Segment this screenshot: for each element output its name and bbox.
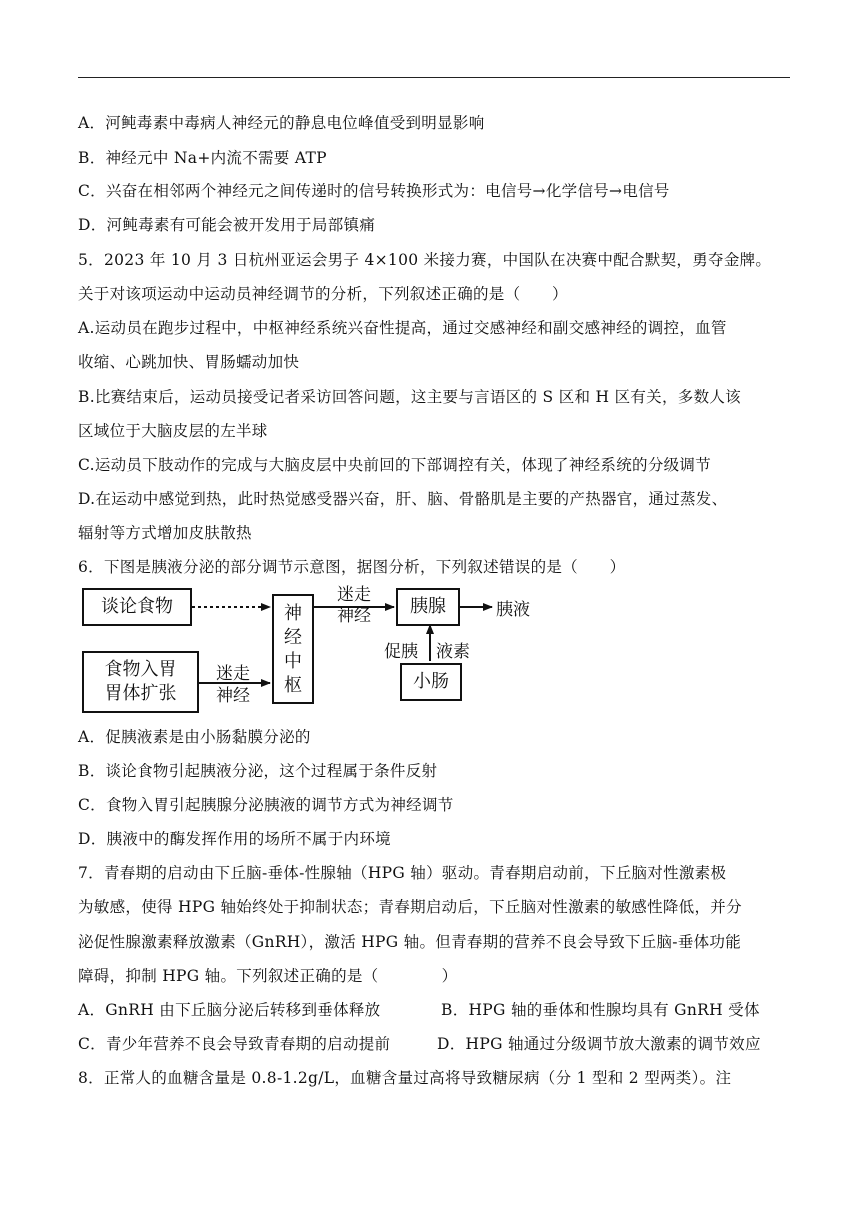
q4-option-c: C．兴奋在相邻两个神经元之间传递时的信号转换形式为：电信号→化学信号→电信号 <box>78 182 670 200</box>
q5-stem-line-1: 5．2023 年 10 月 3 日杭州亚运会男子 4×100 米接力赛，中国队在决赛中配合默契，勇夺金牌。 <box>78 251 772 269</box>
pancreatic-secretion-diagram <box>78 585 548 715</box>
nerve-center-char-1: 神 <box>284 603 302 624</box>
q6-option-b: B．谈论食物引起胰液分泌，这个过程属于条件反射 <box>78 762 438 780</box>
talk-food-box <box>82 588 192 626</box>
food-stomach-label-1: 食物入胃 <box>104 659 177 680</box>
talk-food-label: 谈论食物 <box>101 596 173 617</box>
q7-stem-line-1: 7．青春期的启动由下丘脑-垂体-性腺轴（HPG 轴）驱动。青春期启动前，下丘脑对性激素极 <box>78 864 727 882</box>
q5-option-b-line-1: B.比赛结束后，运动员接受记者采访回答问题，这主要与言语区的 S 区和 H 区有关，多数人该 <box>78 388 741 406</box>
q8-stem-line-1: 8．正常人的血糖含量是 0.8-1.2g/L，血糖含量过高将导致糖尿病（分 1 型和 2 型两类）。注 <box>78 1069 732 1087</box>
q5-option-c: C.运动员下肢动作的完成与大脑皮层中央前回的下部调控有关，体现了神经系统的分级调节 <box>78 456 712 474</box>
nerve-center-char-3: 中 <box>284 651 302 672</box>
q7-option-d: D．HPG 轴通过分级调节放大激素的调节效应 <box>437 1035 761 1053</box>
q7-option-a: A．GnRH 由下丘脑分泌后转移到垂体释放 <box>78 1001 381 1019</box>
vagus-upper-line-1: 迷走 <box>337 585 371 605</box>
q7-option-c: C．青少年营养不良会导致青春期的启动提前 <box>78 1035 391 1053</box>
q5-option-d-line-1: D.在运动中感觉到热，此时热觉感受器兴奋，肝、脑、骨骼肌是主要的产热器官，通过蒸发、 <box>78 490 728 508</box>
q6-stem: 6．下图是胰液分泌的部分调节示意图，据图分析，下列叙述错误的是（ ） <box>78 558 626 576</box>
small-intestine-box <box>400 663 462 701</box>
q4-option-b: B．神经元中 Na+内流不需要 ATP <box>78 149 327 167</box>
vagus-lower-line-1: 迷走 <box>216 664 250 684</box>
food-stomach-box <box>82 651 199 713</box>
vagus-upper-line-2: 神经 <box>337 606 371 626</box>
q5-option-a-line-2: 收缩、心跳加快、胃肠蠕动加快 <box>78 353 300 371</box>
food-stomach-label-2: 胃体扩张 <box>104 683 177 704</box>
nerve-center-char-2: 经 <box>284 627 302 648</box>
q6-option-c: C．食物入胃引起胰腺分泌胰液的调节方式为神经调节 <box>78 796 454 814</box>
q4-option-a: A．河鲀毒素中毒病人神经元的静息电位峰值受到明显影响 <box>78 114 485 132</box>
q5-option-b-line-2: 区域位于大脑皮层的左半球 <box>78 422 268 440</box>
vagus-label-lower <box>202 663 264 707</box>
pancreatic-juice-label: 胰液 <box>496 600 530 620</box>
pancreas-box <box>396 588 460 626</box>
small-intestine-label: 小肠 <box>413 671 449 692</box>
header-rule <box>78 77 790 78</box>
nerve-center-box <box>272 594 314 704</box>
vagus-label-upper <box>326 585 382 627</box>
pancreas-label: 胰腺 <box>410 596 446 617</box>
q7-option-b: B．HPG 轴的垂体和性腺均具有 GnRH 受体 <box>441 1001 760 1019</box>
q7-stem-line-2: 为敏感，使得 HPG 轴始终处于抑制状态；青春期启动后，下丘脑对性激素的敏感性降低，并分 <box>78 898 742 916</box>
vagus-lower-line-2: 神经 <box>216 686 250 706</box>
q5-stem-line-2: 关于对该项运动中运动员神经调节的分析，下列叙述正确的是（ ） <box>78 285 568 303</box>
q7-stem-line-4: 障碍，抑制 HPG 轴。下列叙述正确的是（ ） <box>78 967 458 985</box>
secretin-label-left: 促胰 <box>384 642 418 662</box>
nerve-center-char-4: 枢 <box>284 675 302 696</box>
q5-option-d-line-2: 辐射等方式增加皮肤散热 <box>78 524 252 542</box>
q6-option-a: A．促胰液素是由小肠黏膜分泌的 <box>78 728 311 746</box>
q5-option-a-line-1: A.运动员在跑步过程中，中枢神经系统兴奋性提高，通过交感神经和副交感神经的调控，血管 <box>78 319 727 337</box>
secretin-label-right: 液素 <box>436 642 470 662</box>
q4-option-d: D．河鲀毒素有可能会被开发用于局部镇痛 <box>78 216 376 234</box>
q6-option-d: D．胰液中的酶发挥作用的场所不属于内环境 <box>78 830 391 848</box>
q7-stem-line-3: 泌促性腺激素释放激素（GnRH），激活 HPG 轴。但青春期的营养不良会导致下丘脑-垂体功能 <box>78 933 742 951</box>
